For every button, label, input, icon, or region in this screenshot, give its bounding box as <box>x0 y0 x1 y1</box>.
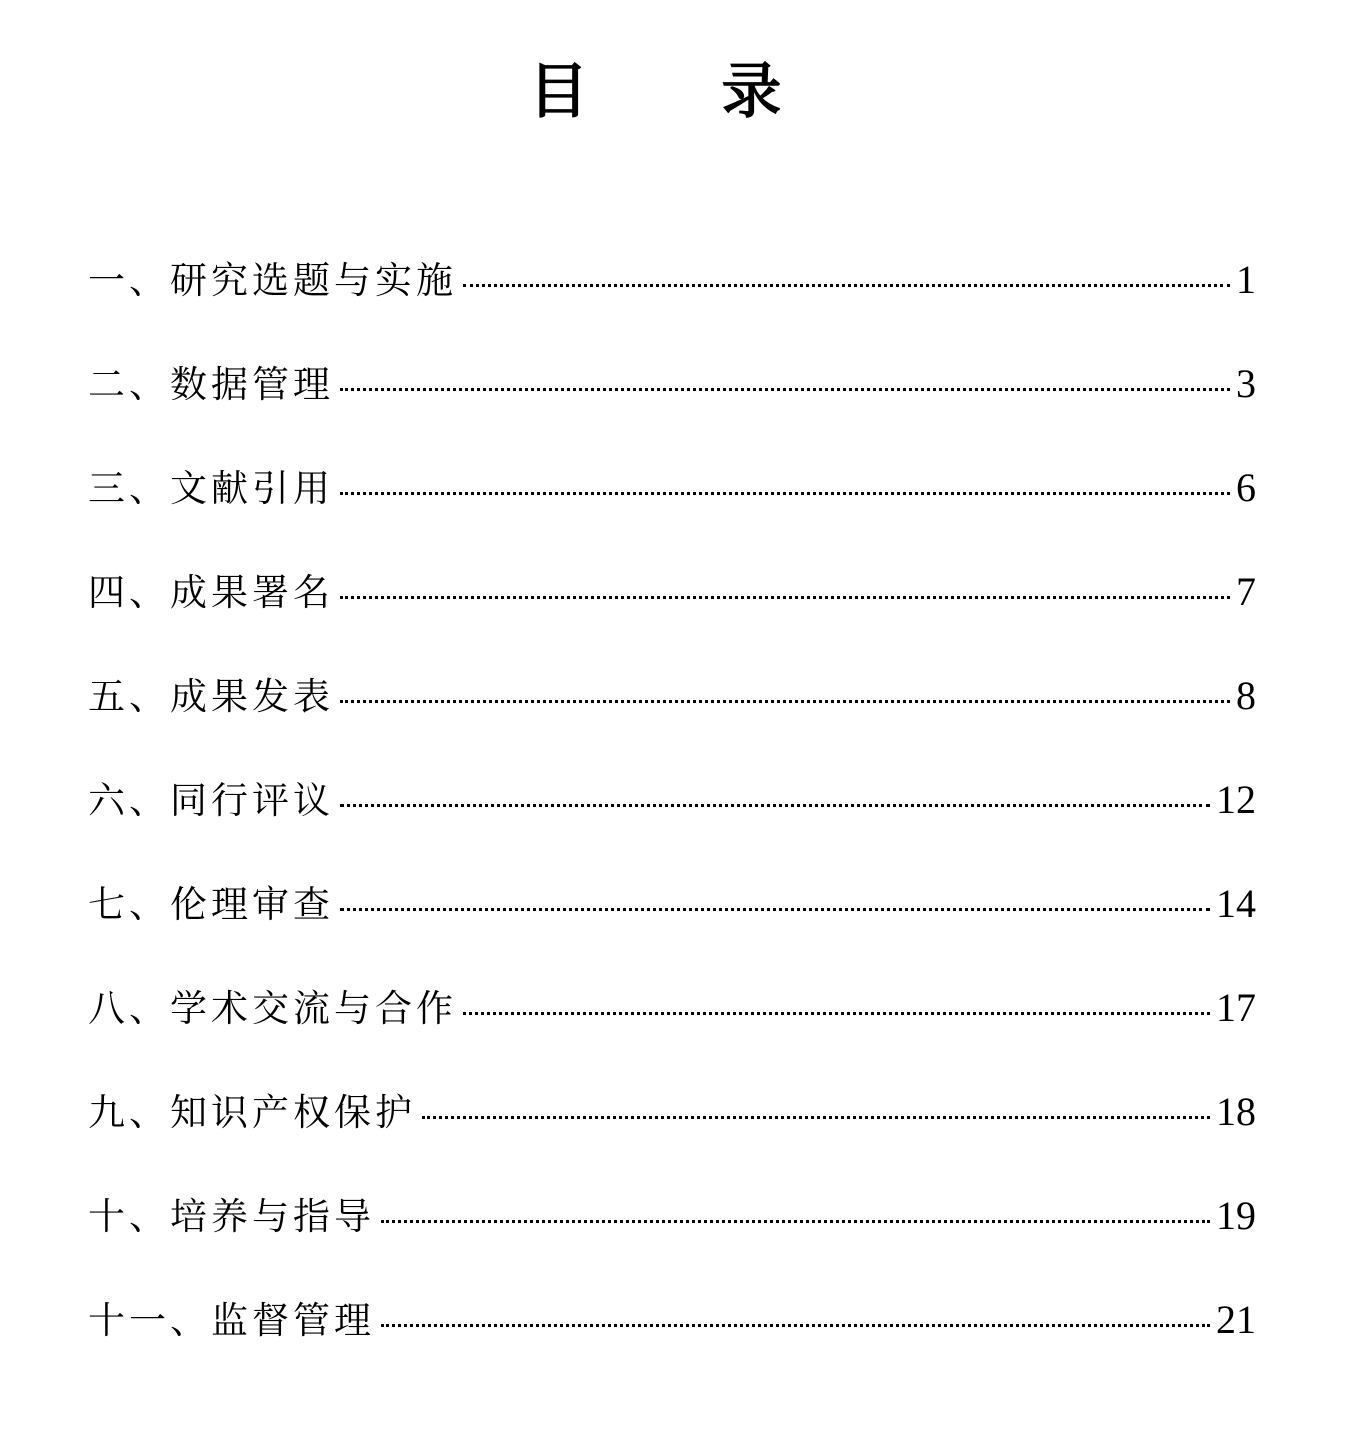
toc-dot-leader <box>340 804 1210 807</box>
toc-dot-leader <box>340 492 1230 495</box>
toc-page-number: 8 <box>1236 673 1256 718</box>
toc-page-number: 14 <box>1216 881 1256 926</box>
toc-entry-label: 五、成果发表 <box>88 675 334 718</box>
toc-dot-leader <box>340 596 1230 599</box>
toc-entry[interactable] <box>88 1076 1256 1180</box>
toc-entry-label: 六、同行评议 <box>88 779 334 822</box>
toc-entry-label: 八、学术交流与合作 <box>88 987 457 1030</box>
toc-entry-label: 九、知识产权保护 <box>88 1091 416 1134</box>
toc-entry[interactable] <box>88 452 1256 556</box>
table-of-contents <box>88 244 1256 1388</box>
toc-page-number: 6 <box>1236 465 1256 510</box>
toc-dot-leader <box>463 284 1230 287</box>
toc-page-number: 19 <box>1216 1193 1256 1238</box>
toc-dot-leader <box>381 1324 1210 1327</box>
toc-entry-label: 七、伦理审查 <box>88 883 334 926</box>
toc-dot-leader <box>422 1116 1210 1119</box>
toc-page-number: 17 <box>1216 985 1256 1030</box>
toc-dot-leader <box>340 388 1230 391</box>
toc-entry[interactable] <box>88 1284 1256 1388</box>
toc-entry-label: 四、成果署名 <box>88 571 334 614</box>
toc-entry-label: 一、研究选题与实施 <box>88 259 457 302</box>
toc-page-number: 18 <box>1216 1089 1256 1134</box>
toc-entry[interactable] <box>88 556 1256 660</box>
toc-entry[interactable] <box>88 244 1256 348</box>
toc-entry[interactable] <box>88 972 1256 1076</box>
toc-page-number: 1 <box>1236 257 1256 302</box>
toc-dot-leader <box>381 1220 1210 1223</box>
page-title: 目 录 <box>528 57 838 127</box>
toc-dot-leader <box>340 700 1230 703</box>
toc-page-number: 12 <box>1216 777 1256 822</box>
toc-dot-leader <box>463 1012 1210 1015</box>
toc-page-number: 3 <box>1236 361 1256 406</box>
toc-entry-label: 三、文献引用 <box>88 467 334 510</box>
toc-page-number: 7 <box>1236 569 1256 614</box>
toc-entry[interactable] <box>88 764 1256 868</box>
toc-entry-label: 二、数据管理 <box>88 363 334 406</box>
toc-entry[interactable] <box>88 348 1256 452</box>
toc-entry-label: 十一、监督管理 <box>88 1299 375 1342</box>
toc-entry[interactable] <box>88 868 1256 972</box>
toc-entry[interactable] <box>88 1180 1256 1284</box>
toc-page-number: 21 <box>1216 1297 1256 1342</box>
toc-dot-leader <box>340 908 1210 911</box>
toc-entry-label: 十、培养与指导 <box>88 1195 375 1238</box>
toc-entry[interactable] <box>88 660 1256 764</box>
